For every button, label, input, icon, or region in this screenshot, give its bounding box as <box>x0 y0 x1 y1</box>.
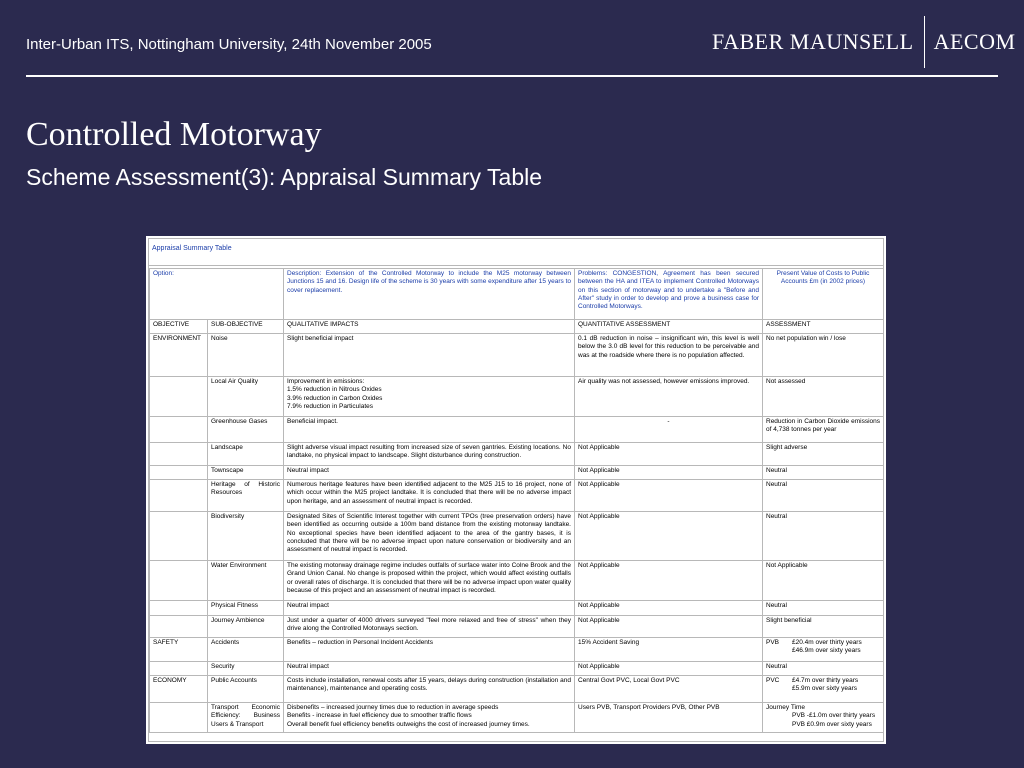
assessment-cell <box>763 703 884 733</box>
column-header: QUANTITATIVE ASSESSMENT <box>575 320 763 334</box>
quantitative-assessment-cell: Not Applicable <box>575 616 763 638</box>
assessment-cell: Not assessed <box>763 377 884 417</box>
qualitative-impact-cell: Neutral impact <box>284 601 575 616</box>
objective-cell <box>150 480 208 512</box>
column-header: ASSESSMENT <box>763 320 884 334</box>
pv-value: £4.7m over thirty years <box>792 677 859 684</box>
table-row <box>150 443 884 466</box>
table-row <box>150 377 884 417</box>
qualitative-impact-cell: Slight adverse visual impact resulting from increased size of seven gantries. Existing locations. No landtake, no physical impact to landscape. Slight disturbance during construction. <box>284 443 575 466</box>
pv-key: PVC <box>766 677 780 684</box>
assessment-cell <box>763 676 884 703</box>
pv-value: £20.4m over thirty years <box>792 639 862 646</box>
appraisal-summary-table-image <box>146 236 886 744</box>
table-row <box>150 662 884 676</box>
quantitative-assessment-cell: Not Applicable <box>575 512 763 561</box>
table-row <box>150 601 884 616</box>
objective-cell <box>150 377 208 417</box>
objective-cell <box>150 601 208 616</box>
sub-objective-cell: Greenhouse Gases <box>208 417 284 443</box>
column-header: QUALITATIVE IMPACTS <box>284 320 575 334</box>
column-header: SUB-OBJECTIVE <box>208 320 284 334</box>
qualitative-impact-cell: Neutral impact <box>284 466 575 480</box>
qualitative-impact-cell: Neutral impact <box>284 662 575 676</box>
table-row <box>150 480 884 512</box>
objective-cell: ENVIRONMENT <box>150 334 208 377</box>
qualitative-impact-cell: The existing motorway drainage regime includes outfalls of surface water into Colne Brook and the Grand Union Canal. No change is proposed within the project, which would affect existing outfalls or overall rates of discharge. It is concluded that there will be no adverse impact upon water quality because of this project and an assessment of neutral impact is recorded. <box>284 561 575 601</box>
logo-faber-maunsell: FABER MAUNSELL <box>712 29 914 54</box>
sub-objective-cell: Noise <box>208 334 284 377</box>
sub-objective-cell: Biodiversity <box>208 512 284 561</box>
table-row <box>150 676 884 703</box>
presentation-event-header: Inter-Urban ITS, Nottingham University, 24th November 2005 <box>26 36 432 53</box>
table-row <box>150 703 884 733</box>
option-row <box>150 269 884 320</box>
objective-cell: SAFETY <box>150 638 208 662</box>
option-label: Option: <box>150 269 284 320</box>
table-row <box>150 561 884 601</box>
qualitative-impact-cell: Slight beneficial impact <box>284 334 575 377</box>
quantitative-assessment-cell: Not Applicable <box>575 443 763 466</box>
table-row <box>150 334 884 377</box>
table-title: Appraisal Summary Table <box>149 239 883 266</box>
qualitative-impact-cell: Costs include installation, renewal costs after 15 years, delays during construction (installation and maintenance), maintenance and operating costs. <box>284 676 575 703</box>
column-header-row <box>150 320 884 334</box>
appraisal-table <box>149 268 884 733</box>
sub-objective-cell: Journey Ambience <box>208 616 284 638</box>
sub-objective-cell: Landscape <box>208 443 284 466</box>
quantitative-assessment-cell: Not Applicable <box>575 480 763 512</box>
quantitative-assessment-cell: Not Applicable <box>575 561 763 601</box>
table-row <box>150 417 884 443</box>
table-row <box>150 466 884 480</box>
qualitative-impact-cell: Numerous heritage features have been identified adjacent to the M25 J15 to 16 project, none of which occur within the M25 project landtake. It is concluded that there will be no adverse impact upon heritage, and an assessment of neutral impact is recorded. <box>284 480 575 512</box>
sub-objective-cell: Heritage of Historic Resources <box>208 480 284 512</box>
qualitative-impact-cell: Just under a quarter of 4000 drivers surveyed "feel more relaxed and free of stress" when they drive along the Controlled Motorways section. <box>284 616 575 638</box>
pv-value: £46.9m over sixty years <box>792 647 861 655</box>
header-rule <box>26 75 998 77</box>
option-description: Description: Extension of the Controlled Motorway to include the M25 motorway between Junctions 15 and 16. Design life of the scheme is 30 years with some expenditure after 15 years to cover replacement. <box>284 269 575 320</box>
sub-objective-cell: Physical Fitness <box>208 601 284 616</box>
option-problems: Problems: CONGESTION, Agreement has been secured between the HA and ITEA to implement Controlled Motorways on this section of motorway and to undertake a "Before and After" study in order to develop and prove a business case for Controlled Motorways. <box>575 269 763 320</box>
quantitative-assessment-cell: Not Applicable <box>575 466 763 480</box>
objective-cell <box>150 417 208 443</box>
assessment-cell: Reduction in Carbon Dioxide emissions of 4,738 tonnes per year <box>763 417 884 443</box>
pv-value: PVB £0.9m over sixty years <box>792 720 872 728</box>
present-value-heading: Present Value of Costs to Public Accounts £m (in 2002 prices) <box>763 269 884 320</box>
assessment-cell: Slight beneficial <box>763 616 884 638</box>
qualitative-impact-cell: Benefits – reduction in Personal Incident Accidents <box>284 638 575 662</box>
sub-objective-cell: Security <box>208 662 284 676</box>
sub-objective-cell: Water Environment <box>208 561 284 601</box>
company-logo <box>712 16 1016 68</box>
pv-key: PVB <box>766 639 780 646</box>
objective-cell: ECONOMY <box>150 676 208 703</box>
sub-objective-cell: Local Air Quality <box>208 377 284 417</box>
table-row <box>150 616 884 638</box>
sub-objective-cell: Public Accounts <box>208 676 284 703</box>
sub-objective-cell: Townscape <box>208 466 284 480</box>
objective-cell <box>150 616 208 638</box>
assessment-cell: Neutral <box>763 466 884 480</box>
assessment-cell <box>763 638 884 662</box>
objective-cell <box>150 662 208 676</box>
assessment-cell: Neutral <box>763 601 884 616</box>
appraisal-table-frame <box>148 238 884 742</box>
slide-subtitle: Scheme Assessment(3): Appraisal Summary Table <box>26 164 543 190</box>
logo-aecom: AECOM <box>933 29 1016 54</box>
objective-cell <box>150 703 208 733</box>
quantitative-assessment-cell: Users PVB, Transport Providers PVB, Other PVB <box>575 703 763 733</box>
objective-cell <box>150 512 208 561</box>
qualitative-impact-cell: Disbenefits – increased journey times due to reduction in average speeds Benefits - increase in fuel efficiency due to smoother traffic flows Overall benefit fuel efficiency benefits outweighs the cost of increased journey times. <box>284 703 575 733</box>
objective-cell <box>150 466 208 480</box>
table-row <box>150 512 884 561</box>
quantitative-assessment-cell: Air quality was not assessed, however emissions improved. <box>575 377 763 417</box>
quantitative-assessment-cell: 15% Accident Saving <box>575 638 763 662</box>
qualitative-impact-cell: Beneficial impact. <box>284 417 575 443</box>
objective-cell <box>150 443 208 466</box>
sub-objective-cell: Transport Economic Efficiency: Business Users & Transport <box>208 703 284 733</box>
assessment-cell: Neutral <box>763 512 884 561</box>
pv-value: £5.9m over sixty years <box>792 685 858 693</box>
quantitative-assessment-cell: Central Govt PVC, Local Govt PVC <box>575 676 763 703</box>
quantitative-assessment-cell: - <box>575 417 763 443</box>
assessment-cell: Neutral <box>763 480 884 512</box>
pv-value: PVB -£1.0m over thirty years <box>792 712 876 720</box>
assessment-cell: Not Applicable <box>763 561 884 601</box>
logo-divider <box>924 16 925 68</box>
sub-objective-cell: Accidents <box>208 638 284 662</box>
assessment-cell: Slight adverse <box>763 443 884 466</box>
quantitative-assessment-cell: Not Applicable <box>575 662 763 676</box>
assessment-cell: No net population win / lose <box>763 334 884 377</box>
quantitative-assessment-cell: Not Applicable <box>575 601 763 616</box>
column-header: OBJECTIVE <box>150 320 208 334</box>
assessment-label: Journey Time <box>766 704 806 711</box>
objective-cell <box>150 561 208 601</box>
assessment-cell: Neutral <box>763 662 884 676</box>
qualitative-impact-cell: Designated Sites of Scientific Interest together with current TPOs (tree preservation orders) have been identified as occurring outside a 100m band distance from the existing motorway landtake. No exceptional species have been identified adjacent to the area of the gantry bases, it is concluded that there will be no adverse impact upon nature conservation or biodiversity and an assessment of neutral impact is recorded. <box>284 512 575 561</box>
table-row <box>150 638 884 662</box>
qualitative-impact-cell: Improvement in emissions: 1.5% reduction in Nitrous Oxides 3.9% reduction in Carbon Oxides 7.9% reduction in Particulates <box>284 377 575 417</box>
quantitative-assessment-cell: 0.1 dB reduction in noise – insignificant win, this level is well below the 3.0 dB level for this reduction to be perceivable and was at the roadside where there is no population affected. <box>575 334 763 377</box>
slide-title: Controlled Motorway <box>26 116 322 153</box>
